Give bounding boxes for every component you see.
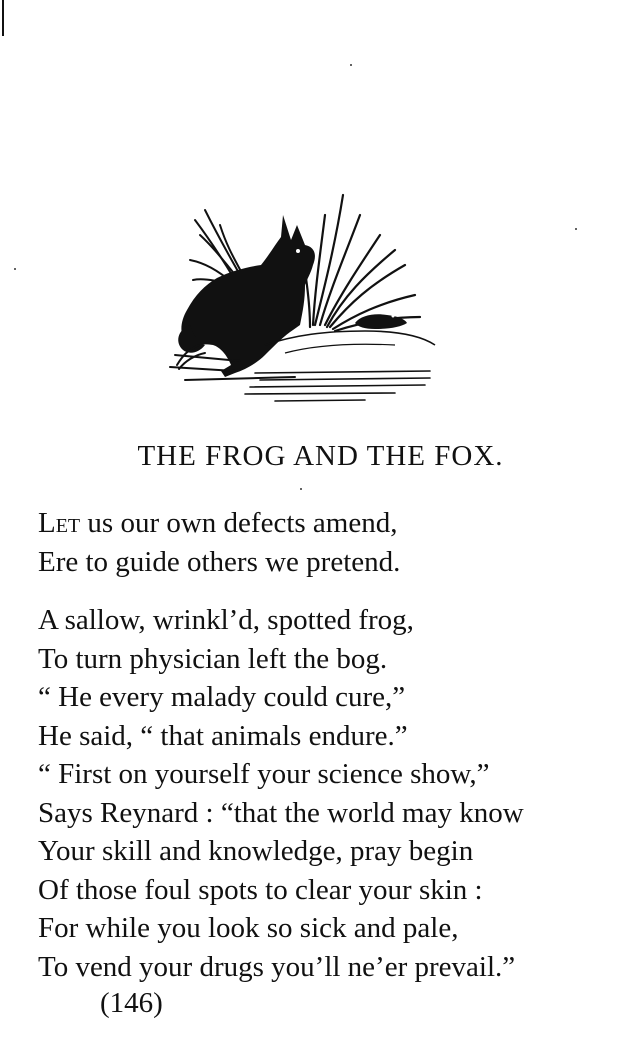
- verse-line: For while you look so sick and pale,: [38, 912, 459, 944]
- moral-line-rest: us our own defects amend,: [80, 507, 398, 539]
- verse-line: Says Reynard : “that the world may know: [38, 796, 524, 829]
- page-edge-mark: [2, 0, 4, 36]
- fox-and-frog-woodcut-icon: [165, 185, 445, 410]
- moral-line: [38, 504, 400, 543]
- paper-speck: [300, 488, 302, 490]
- verse-line: “ First on yourself your science show,”: [38, 758, 490, 790]
- verse-line: “ He every malady could cure,”: [38, 681, 406, 713]
- paper-speck: [350, 64, 352, 66]
- drop-word: Let: [38, 507, 81, 539]
- page-number: (146): [100, 987, 163, 1019]
- paper-speck: [14, 268, 16, 270]
- verse-line: Of those foul spots to clear your skin :: [38, 873, 483, 906]
- verse-line: To vend your drugs you’ll ne’er prevail.”: [38, 950, 516, 983]
- moral-stanza: [38, 504, 400, 581]
- paper-speck: [575, 228, 577, 230]
- verse-line: A sallow, wrinkl’d, spotted frog,: [38, 604, 414, 636]
- moral-line: Ere to guide others we pretend.: [38, 545, 401, 578]
- verse-line: He said, “ that animals endure.”: [38, 719, 408, 752]
- fable-stanza: [38, 601, 524, 986]
- verse-line: Your skill and knowledge, pray begin: [38, 835, 474, 867]
- verse-line: To turn physician left the bog.: [38, 642, 388, 675]
- poem-title: THE FROG AND THE FOX.: [137, 440, 504, 472]
